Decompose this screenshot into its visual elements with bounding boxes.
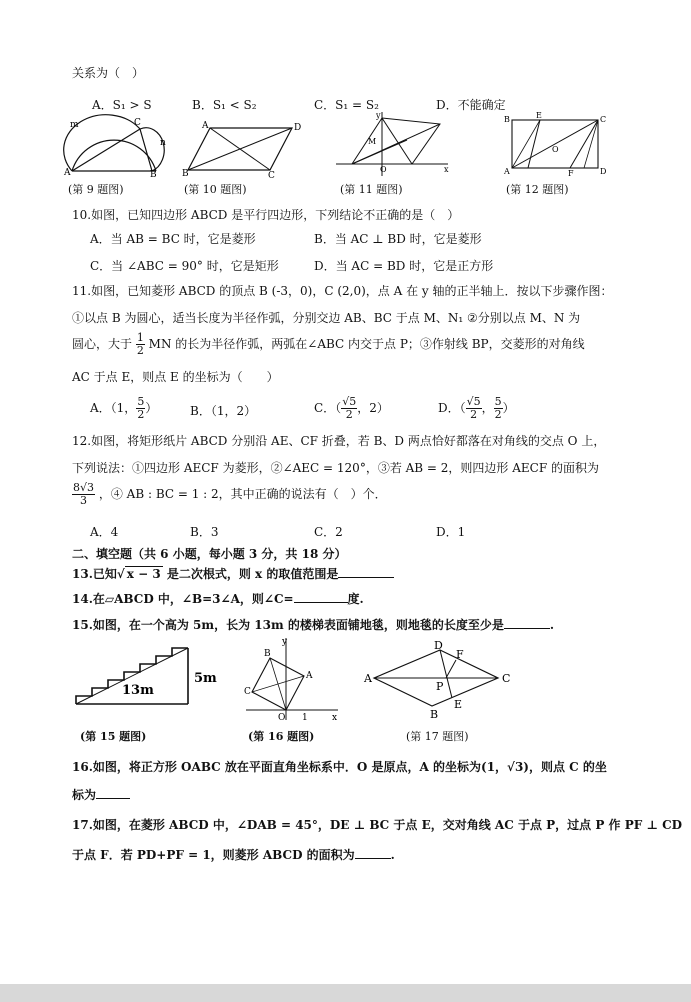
q12-line3-end: ，④ AB : BC = 1 : 2，其中正确的说法有（ ）个．: [98, 487, 387, 502]
q10-stem: 10.如图，已知四边形 ABCD 是平行四边形，下列结论不正确的是（ ）: [72, 208, 460, 222]
q9-option-d: D．不能确定: [436, 98, 506, 112]
figure-16-coordinate-square: [242, 636, 342, 722]
svg-text:D: D: [294, 123, 302, 133]
svg-text:y: y: [282, 637, 288, 647]
q11-half-fraction: $\frac{1}{2}$: [136, 331, 144, 358]
svg-text:x: x: [444, 165, 449, 174]
svg-text:B: B: [264, 649, 271, 659]
q10-option-d: D．当 AC = BD 时，它是正方形: [314, 259, 494, 273]
svg-text:m: m: [70, 120, 79, 130]
q13-answer-blank[interactable]: [338, 577, 394, 578]
svg-text:B: B: [182, 169, 189, 179]
caption-fig16: (第 16 题图): [248, 730, 315, 743]
q11-line4: AC 于点 E，则点 E 的坐标为（ ）: [72, 370, 279, 384]
q16-line1: 16.如图，将正方形 OABC 放在平面直角坐标系中．O 是原点，A 的坐标为(1，√3)，则点 C 的坐: [72, 760, 607, 774]
q12-option-b: B．3: [190, 525, 219, 539]
caption-fig12: (第 12 题图): [506, 183, 569, 196]
figure-15-staircase: [72, 644, 222, 714]
svg-text:P: P: [436, 680, 444, 693]
svg-text:C: C: [600, 115, 607, 124]
caption-fig11: (第 11 题图): [340, 183, 403, 196]
svg-text:O: O: [380, 165, 387, 174]
q12-area-fraction: $\frac{8√3}{3}$: [73, 481, 95, 508]
caption-fig9: (第 9 题图): [68, 183, 124, 196]
q10-option-b: B．当 AC ⊥ BD 时，它是菱形: [314, 232, 482, 246]
q10-option-a: A．当 AB = BC 时，它是菱形: [90, 232, 256, 246]
q9-option-c: C．S₁ = S₂: [314, 98, 379, 112]
svg-text:1: 1: [302, 713, 308, 723]
q13-radical: √ x − 3: [116, 567, 161, 581]
svg-text:C: C: [502, 672, 511, 685]
figure-9: [64, 115, 174, 180]
svg-text:E: E: [536, 111, 542, 120]
svg-text:B: B: [150, 170, 157, 180]
q17-answer-blank[interactable]: [355, 858, 391, 859]
q11-option-b: B．（1，2）: [190, 404, 257, 418]
caption-fig17: (第 17 题图): [406, 730, 469, 743]
page-footer-bar: [0, 984, 691, 1002]
q17-line2: 于点 F．若 PD+PF = 1，则菱形 ABCD 的面积为 .: [72, 848, 395, 862]
svg-text:O: O: [278, 713, 286, 723]
q14: 14.在▱ABCD 中，∠B=3∠A，则∠C= 度.: [72, 592, 364, 606]
fig15-height-label: 5m: [194, 671, 217, 686]
section-fill-blank-heading: 二、填空题（共 6 小题，每小题 3 分，共 18 分）: [72, 547, 347, 561]
q15: 15.如图，在一个高为 5m，长为 13m 的楼梯表面铺地毯，则地毯的长度至少是 .: [72, 618, 555, 632]
svg-text:x: x: [332, 713, 338, 723]
q11-line3: [72, 332, 585, 357]
svg-text:A: A: [306, 671, 313, 681]
svg-text:A: A: [504, 167, 510, 176]
caption-fig15: (第 15 题图): [80, 730, 147, 743]
figure-12: [504, 112, 608, 178]
svg-text:F: F: [568, 169, 574, 178]
q11-option-c: C．（ $\frac{√5}{2}$ ，2）: [314, 395, 389, 422]
q10-option-c: C．当 ∠ABC = 90° 时，它是矩形: [90, 259, 279, 273]
q9-option-b: B．S₁ < S₂: [192, 98, 257, 112]
q12-option-c: C．2: [314, 525, 343, 539]
q11-line1: 11.如图，已知菱形 ABCD 的顶点 B (-3，0)，C (2,0)，点 A 在 y 轴的正半轴上．按以下步骤作图：: [72, 284, 613, 298]
q14-answer-blank[interactable]: [294, 602, 348, 603]
figure-10: [182, 120, 302, 181]
q13: 13.已知√ x − 3 是二次根式，则 x 的取值范围是: [72, 565, 394, 582]
q11-option-d: D．（ $\frac{√5}{2}$ ， $\frac{5}{2}$ ）: [438, 395, 515, 422]
q11-line3-end: MN 的长为半径作弧，两弧在∠ABC 内交于点 P；③作射线 BP，交菱形的对角线: [148, 337, 585, 352]
svg-text:B: B: [504, 115, 510, 124]
svg-text:C: C: [134, 118, 141, 128]
svg-text:C: C: [268, 171, 275, 181]
q15-answer-blank[interactable]: [504, 628, 550, 629]
svg-text:y: y: [376, 111, 381, 120]
svg-text:A: A: [202, 121, 209, 131]
q9-option-a: A．S₁ > S: [92, 98, 152, 112]
q11-option-a: A．（1， $\frac{5}{2}$ ）: [90, 395, 158, 422]
svg-text:C: C: [244, 687, 251, 697]
q11-line3-start: 圆心，大于: [72, 337, 133, 352]
q17-line1: 17.如图，在菱形 ABCD 中，∠DAB = 45°，DE ⊥ BC 于点 E，交对角线 AC 于点 P，过点 P 作 PF ⊥ CD: [72, 818, 683, 832]
q9-tail: 关系为（ ）: [72, 66, 145, 80]
svg-text:F: F: [456, 648, 464, 661]
svg-text:D: D: [434, 639, 443, 652]
q12-line1: 12.如图，将矩形纸片 ABCD 分别沿 AE、CF 折叠，若 B、D 两点恰好都落在对角线的交点 O 上，: [72, 434, 606, 448]
svg-text:M: M: [368, 137, 377, 146]
figure-11: [332, 110, 452, 180]
fig15-hypotenuse-label: 13m: [122, 683, 154, 698]
figure-17-rhombus: [364, 640, 520, 720]
q11-line2: ①以点 B 为圆心，适当长度为半径作弧，分别交边 AB、BC 于点 M、N₁ ②分别以点 M、N 为: [72, 311, 581, 325]
q16-answer-blank[interactable]: [96, 798, 130, 799]
q16-line2: 标为: [72, 786, 130, 803]
svg-text:O: O: [552, 145, 559, 154]
svg-text:A: A: [64, 168, 71, 178]
caption-fig10: (第 10 题图): [184, 183, 247, 196]
q12-line3: [72, 482, 387, 507]
svg-text:B: B: [430, 708, 439, 721]
q12-option-a: A．4: [90, 525, 119, 539]
svg-text:n: n: [160, 138, 166, 148]
q12-line2: 下列说法：①四边形 AECF 为菱形，②∠AEC = 120°，③若 AB = 2，则四边形 AECF 的面积为: [72, 461, 599, 475]
svg-text:E: E: [454, 698, 463, 711]
svg-text:D: D: [600, 167, 607, 176]
q12-option-d: D．1: [436, 525, 466, 539]
svg-text:A: A: [364, 672, 372, 685]
